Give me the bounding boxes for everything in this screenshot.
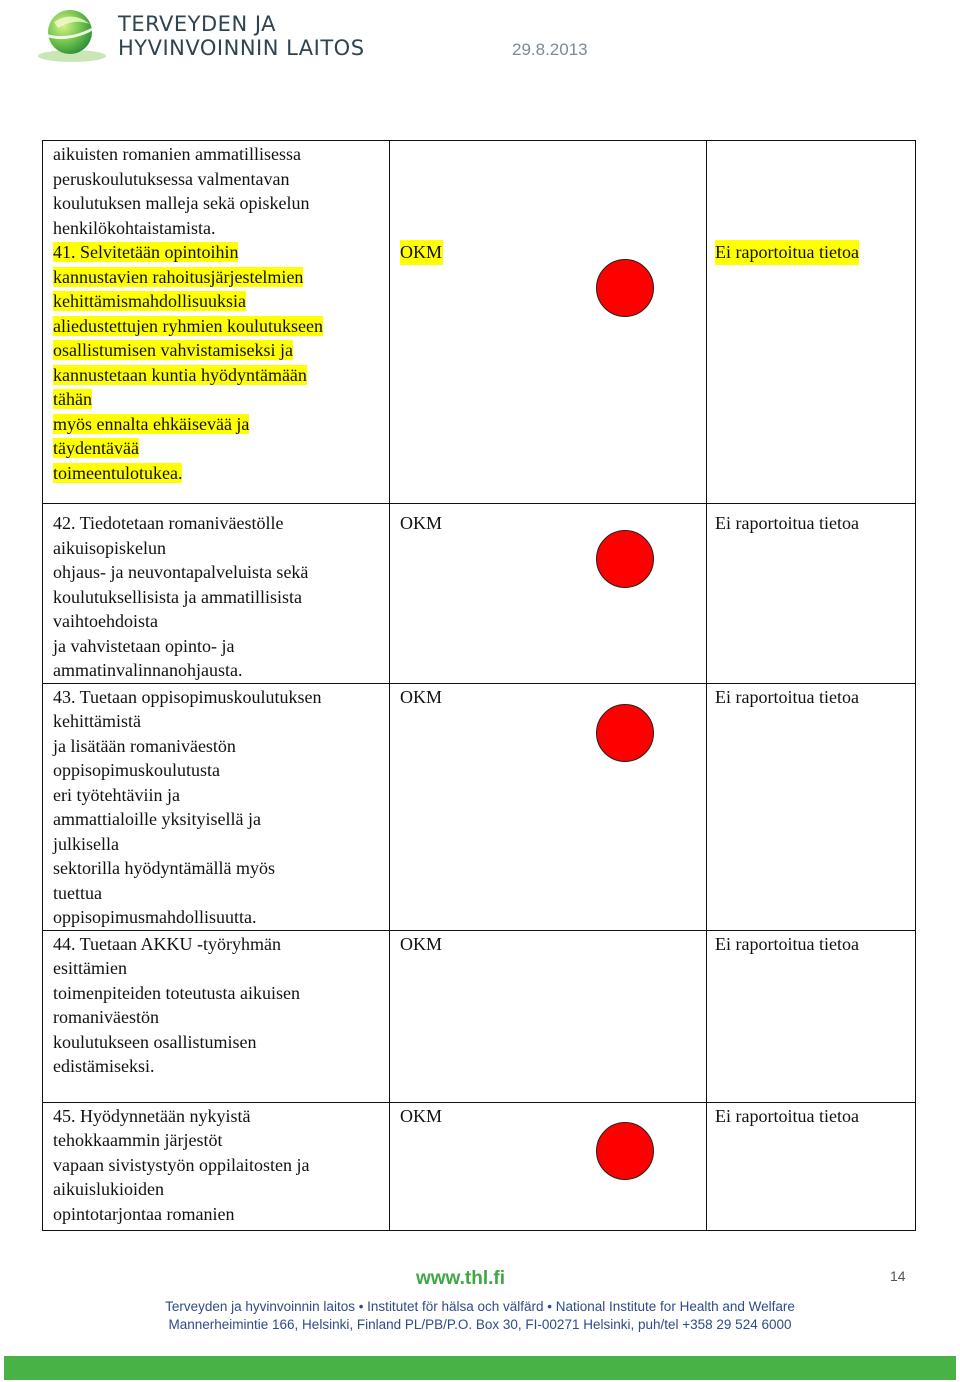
measures-table [42,140,916,1231]
status-text: Ei raportoitua tietoa [715,686,859,707]
responsible-label: OKM [400,686,443,707]
status-cell [707,504,916,684]
status-text: Ei raportoitua tietoa [715,240,859,265]
page-header [0,0,960,80]
status-text: Ei raportoitua tietoa [715,513,859,533]
responsible-cell [390,930,707,1102]
measure-text: 44. Tuetaan AKKU -työryhmän esittämien toimenpiteiden toteutusta aikuisen romaniväestön koulutukseen osallistumisen edistämiseksi. [53,933,300,1076]
measure-cell [43,683,390,930]
measure-intro-text: aikuisten romanien ammatillisessa peruskoulutuksessa valmentavan koulutuksen malleja sekä opiskelun henkilökohtaistamista. [53,144,310,238]
responsible-cell [390,683,707,930]
measure-text: 42. Tiedotetaan romaniväestölle aikuisopiskelun ohjaus- ja neuvontapalveluista sekä koulutuksellisista ja ammatillisista vaihtoehdoista ja vahvistetaan opinto- ja ammatinvalinnanohjausta. [53,513,309,680]
responsible-cell [390,504,707,684]
measure-text: 45. Hyödynnetään nykyistä tehokkaammin järjestöt vapaan sivistystyön oppilaitosten ja aikuislukioiden opintotarjontaa romanien [53,1105,310,1224]
table-row [43,930,916,1102]
responsible-label: OKM [400,513,443,533]
status-dot-red [596,1122,654,1180]
measure-cell [43,1102,390,1230]
responsible-label: OKM [400,1105,443,1126]
status-cell [707,683,916,930]
status-text: Ei raportoitua tietoa [715,933,859,954]
measure-cell [43,504,390,684]
status-cell [707,1102,916,1230]
status-dot-red [596,704,654,762]
footer-green-bar [4,1356,956,1380]
status-dot-red [596,259,654,317]
table-row [43,683,916,930]
responsible-label: OKM [400,240,443,265]
table-row [43,1102,916,1230]
measure-cell [43,141,390,504]
thl-logo-icon [28,4,110,66]
measure-text: 41. Selvitetään opintoihin kannustavien rahoitusjärjestelmien kehittämismahdollisuuksia aliedustettujen ryhmien koulutukseen osallistumisen vahvistamiseksi ja kannustetaan kuntia hyödyntämään tähän myös ennalta ehkäisevää ja täydentävää toimeentulotukea. [53,242,323,483]
measure-cell [43,930,390,1102]
page-number: 14 [890,1268,906,1284]
status-cell [707,141,916,504]
responsible-label: OKM [400,933,443,954]
status-dot-red [596,530,654,588]
measure-text: 43. Tuetaan oppisopimuskoulutuksen kehittämistä ja lisätään romaniväestön oppisopimuskoulutusta eri työtehtäviin ja ammattialoille yksityisellä ja julkisella sektorilla hyödyntämällä myös tuettua oppisopimusmahdollisuutta. [53,686,322,927]
footer-website-link[interactable]: www.thl.fi [416,1268,506,1289]
footer-address: Mannerheimintie 166, Helsinki, Finland PL/PB/P.O. Box 30, FI-00271 Helsinki, puh/tel +358 29 524 6000 [168,1317,792,1332]
footer-organization-names: Terveyden ja hyvinvoinnin laitos • Institutet för hälsa och välfärd • National Institute for Health and Welfare [165,1299,795,1314]
responsible-cell [390,141,707,504]
status-text: Ei raportoitua tietoa [715,1105,859,1126]
document-date: 29.8.2013 [512,40,588,59]
org-name-line2: HYVINVOINNIN LAITOS [118,36,365,60]
responsible-cell [390,1102,707,1230]
org-name-line1: TERVEYDEN JA [118,12,277,36]
table-row [43,504,916,684]
status-cell [707,930,916,1102]
table-row [43,141,916,504]
